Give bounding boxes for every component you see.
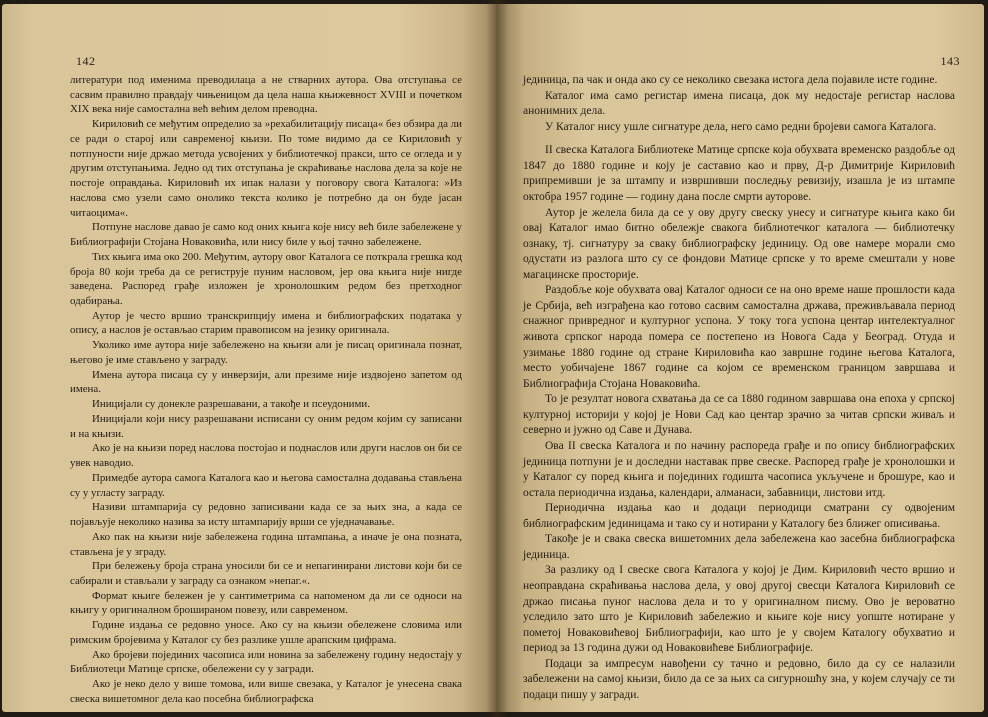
right-page-text — [523, 73, 955, 704]
paragraph: Каталог има само регистар имена писаца, док му недостаје регистар наслова анонимних дела. — [523, 89, 955, 118]
page-number-left: 142 — [76, 54, 96, 68]
paragraph: Такође је и свака свеска вишетомних дела забележена као засебна библиографска јединица. — [523, 533, 955, 561]
paragraph: Иницијали су донекле разрешавани, а такође и псеудоними. — [92, 398, 370, 411]
paragraph: II свеска Каталога Библиотеке Матице српске која обухвата временско раздобље од 1847 до 1880 године и коју је саставио као и прву, Д-р Димитрије Кириловић припремивши је за штампу и извршивши последњу ревизију, изашла је из штампе октобра 1957 године — годину дана после смрти ауторове. — [523, 144, 955, 203]
left-page-text — [70, 73, 462, 707]
paragraph: Потпуне наслове давао је само код оних књига које нису већ биле забележене у Библиографији Стојана Новаковића, или нису биле у њој тачно забележене. — [70, 221, 462, 249]
paragraph: Уколико име аутора није забележено на књизи али је писац оригинала познат, његово је име стављено у заграду. — [70, 339, 462, 366]
paragraph: Ако бројеви појединих часописа или новина за забележену годину недостају у Библиотеци Матице српске, обележени су у загради. — [70, 648, 462, 676]
paragraph: Ако је неко дело у више томова, или више свезака, у Каталог је унесена свака свеска вишетомног дела као посебна библиографска — [70, 678, 462, 705]
paragraph: При бележењу броја страна уносили би се и непагинирани листови који би се сабирали и стављали у заграду са ознаком »непаг.«. — [70, 560, 462, 587]
paragraph: Ако пак на књизи није забележена година штампања, а иначе је она позната, стављена је у зграду. — [70, 530, 462, 558]
paragraph: У Каталог нису ушле сигнатуре дела, него само редни бројеви самога Каталога. — [545, 120, 937, 133]
left-page — [2, 4, 496, 712]
right-page — [496, 4, 984, 712]
paragraph: Тих књига има око 200. Међутим, аутору овог Каталога се поткрала грешка код броја 80 који треба да се региструје пуним насловом, јер ова књига није нигде заведена. Распоред грађе изложен је хронолошким редом без претходног одабирања. — [70, 250, 462, 308]
paragraph: Подаци за импресум навођени су тачно и редовно, било да су се налазили забележени на самој књизи, било да се за њих са сигурношћу зна, у којем случају се ти подаци пишу у загради. — [523, 657, 955, 701]
paragraph: Периодична издања као и додаци периодици сматрани су одвојеним библиографским јединицама и тако су и нотирани у Каталогу без ближег описивања. — [523, 502, 955, 530]
paragraph: Иницијали који нису разрешавани исписани су оним редом којим су записани и на књизи. — [70, 412, 462, 440]
paragraph: Називи штампарија су редовно записивани када се за њих зна, а када се појављује неколико назива за исту штампарију врши се уједначавање. — [70, 501, 462, 529]
paragraph: Ова II свеска Каталога и по начину распореда грађе и по опису библиографских јединица потпуни је и доследни наставак прве свеске. Распоред грађе је хронолошки и у Каталог су поред књига и појединих годишта часописа укључене и брошуре, као и остала периодична издања, календари, алманаси, забавници, листови итд. — [523, 439, 955, 499]
paragraph: литератури под именима преводилаца а не стварних аутора. Ова отступања се сасвим правилно правдају чињеницом да цела наша књижевност XVIII и почетком XIX века није самостална већ већим делом преводна. — [70, 74, 462, 116]
paragraph: јединица, па чак и онда ако су се неколико свезака истога дела појавиле исте године. — [523, 74, 938, 86]
paragraph: То је резултат новога схватања да се са 1880 годином завршава она епоха у српској културној историји у којој је Нови Сад као центар зрачио за читав српски живаљ и северно и јужно од Саве и Дунава. — [523, 393, 955, 437]
paragraph: За разлику од I свеске свога Каталога у којој је Дим. Кириловић често вршио и неоправдана скраћивања наслова дела, у овој другој свесци Каталога Кириловић се држао писања пуног наслова дела и то у оригиналном писму. Ово је вероватно уследило зато што је Кириловић забележио и књиге које нису уопште нотиране у пометој Новаковићевој Библиографији, као што је у својем Каталогу обухватио и период за 13 година дужи од Новаковићеве Библиографије. — [523, 564, 955, 655]
paragraph: Аутор је често вршио транскрипцију имена и библиографских података у опису, а наслов је остављао старим правописом на језику оригинала. — [70, 309, 462, 337]
paragraph: Кириловић се међутим определио за »рехабилитацију писаца« без обзира да ли се ради о старој или савременој књизи. По томе видимо да се Кириловић у потпуности није држао метода усвојених у библиотечкој пракси, што се огледа и у другим отступањима. Једно од тих отступања је скраћивање наслова дела за које не постоје оправдања. Кириловић их ипак налази у поговору свога Каталога: »Из наслова смо узели само онолико текста колико је потребно да он буде јасан читаоцима«. — [70, 118, 462, 219]
paragraph: Имена аутора писаца су у инверзији, али презиме није издвојено запетом од имена. — [70, 368, 462, 396]
paragraph: Године издања се редовно уносе. Ако су на књизи обележене словима или римским бројевима у Каталог су без разлике ушле арапским цифрама. — [70, 619, 462, 646]
paragraph: Раздобље које обухвата овај Каталог односи се на оно време наше прошлости када је Србија, већ изграђена као готово сасвим самостална држава, преживљавала период снажног привредног и културног успона. У току тога успона центар интелектуалног живота српског народа помера се постепено из Новога Сада у Београд. Отуда и узимање 1880 године од стране Кириловића као завршне године његова Каталога, место уобичајене 1867 године са којом се временском границом завршава и Библиографија Стојана Новаковића. — [523, 284, 955, 390]
paragraph: Примедбе аутора самога Каталога као и његова самостална додавања стављена су у угласту заграду. — [70, 471, 462, 499]
paragraph: Аутор је желела била да се у ову другу свеску унесу и сигнатуре књига како би овај Каталог имао битно обележје свакога библиотечког каталога — библиотечку ознаку, тј. сигнатуру за сваку библиографску јединицу. Од ове намере морали смо одустати из разлога што су се фондови Матице српске у то време смештали у нове магацинске просторије. — [523, 206, 955, 281]
page-number-right: 143 — [940, 54, 960, 68]
paragraph: Формат књиге бележен је у сантиметрима са напоменом да ли се односи на књигу у оригиналном брошираном повезу, или савременом. — [70, 589, 462, 617]
paragraph: Ако је на књизи поред наслова постојао и поднаслов или други наслов он би се увек наводио. — [70, 442, 462, 470]
